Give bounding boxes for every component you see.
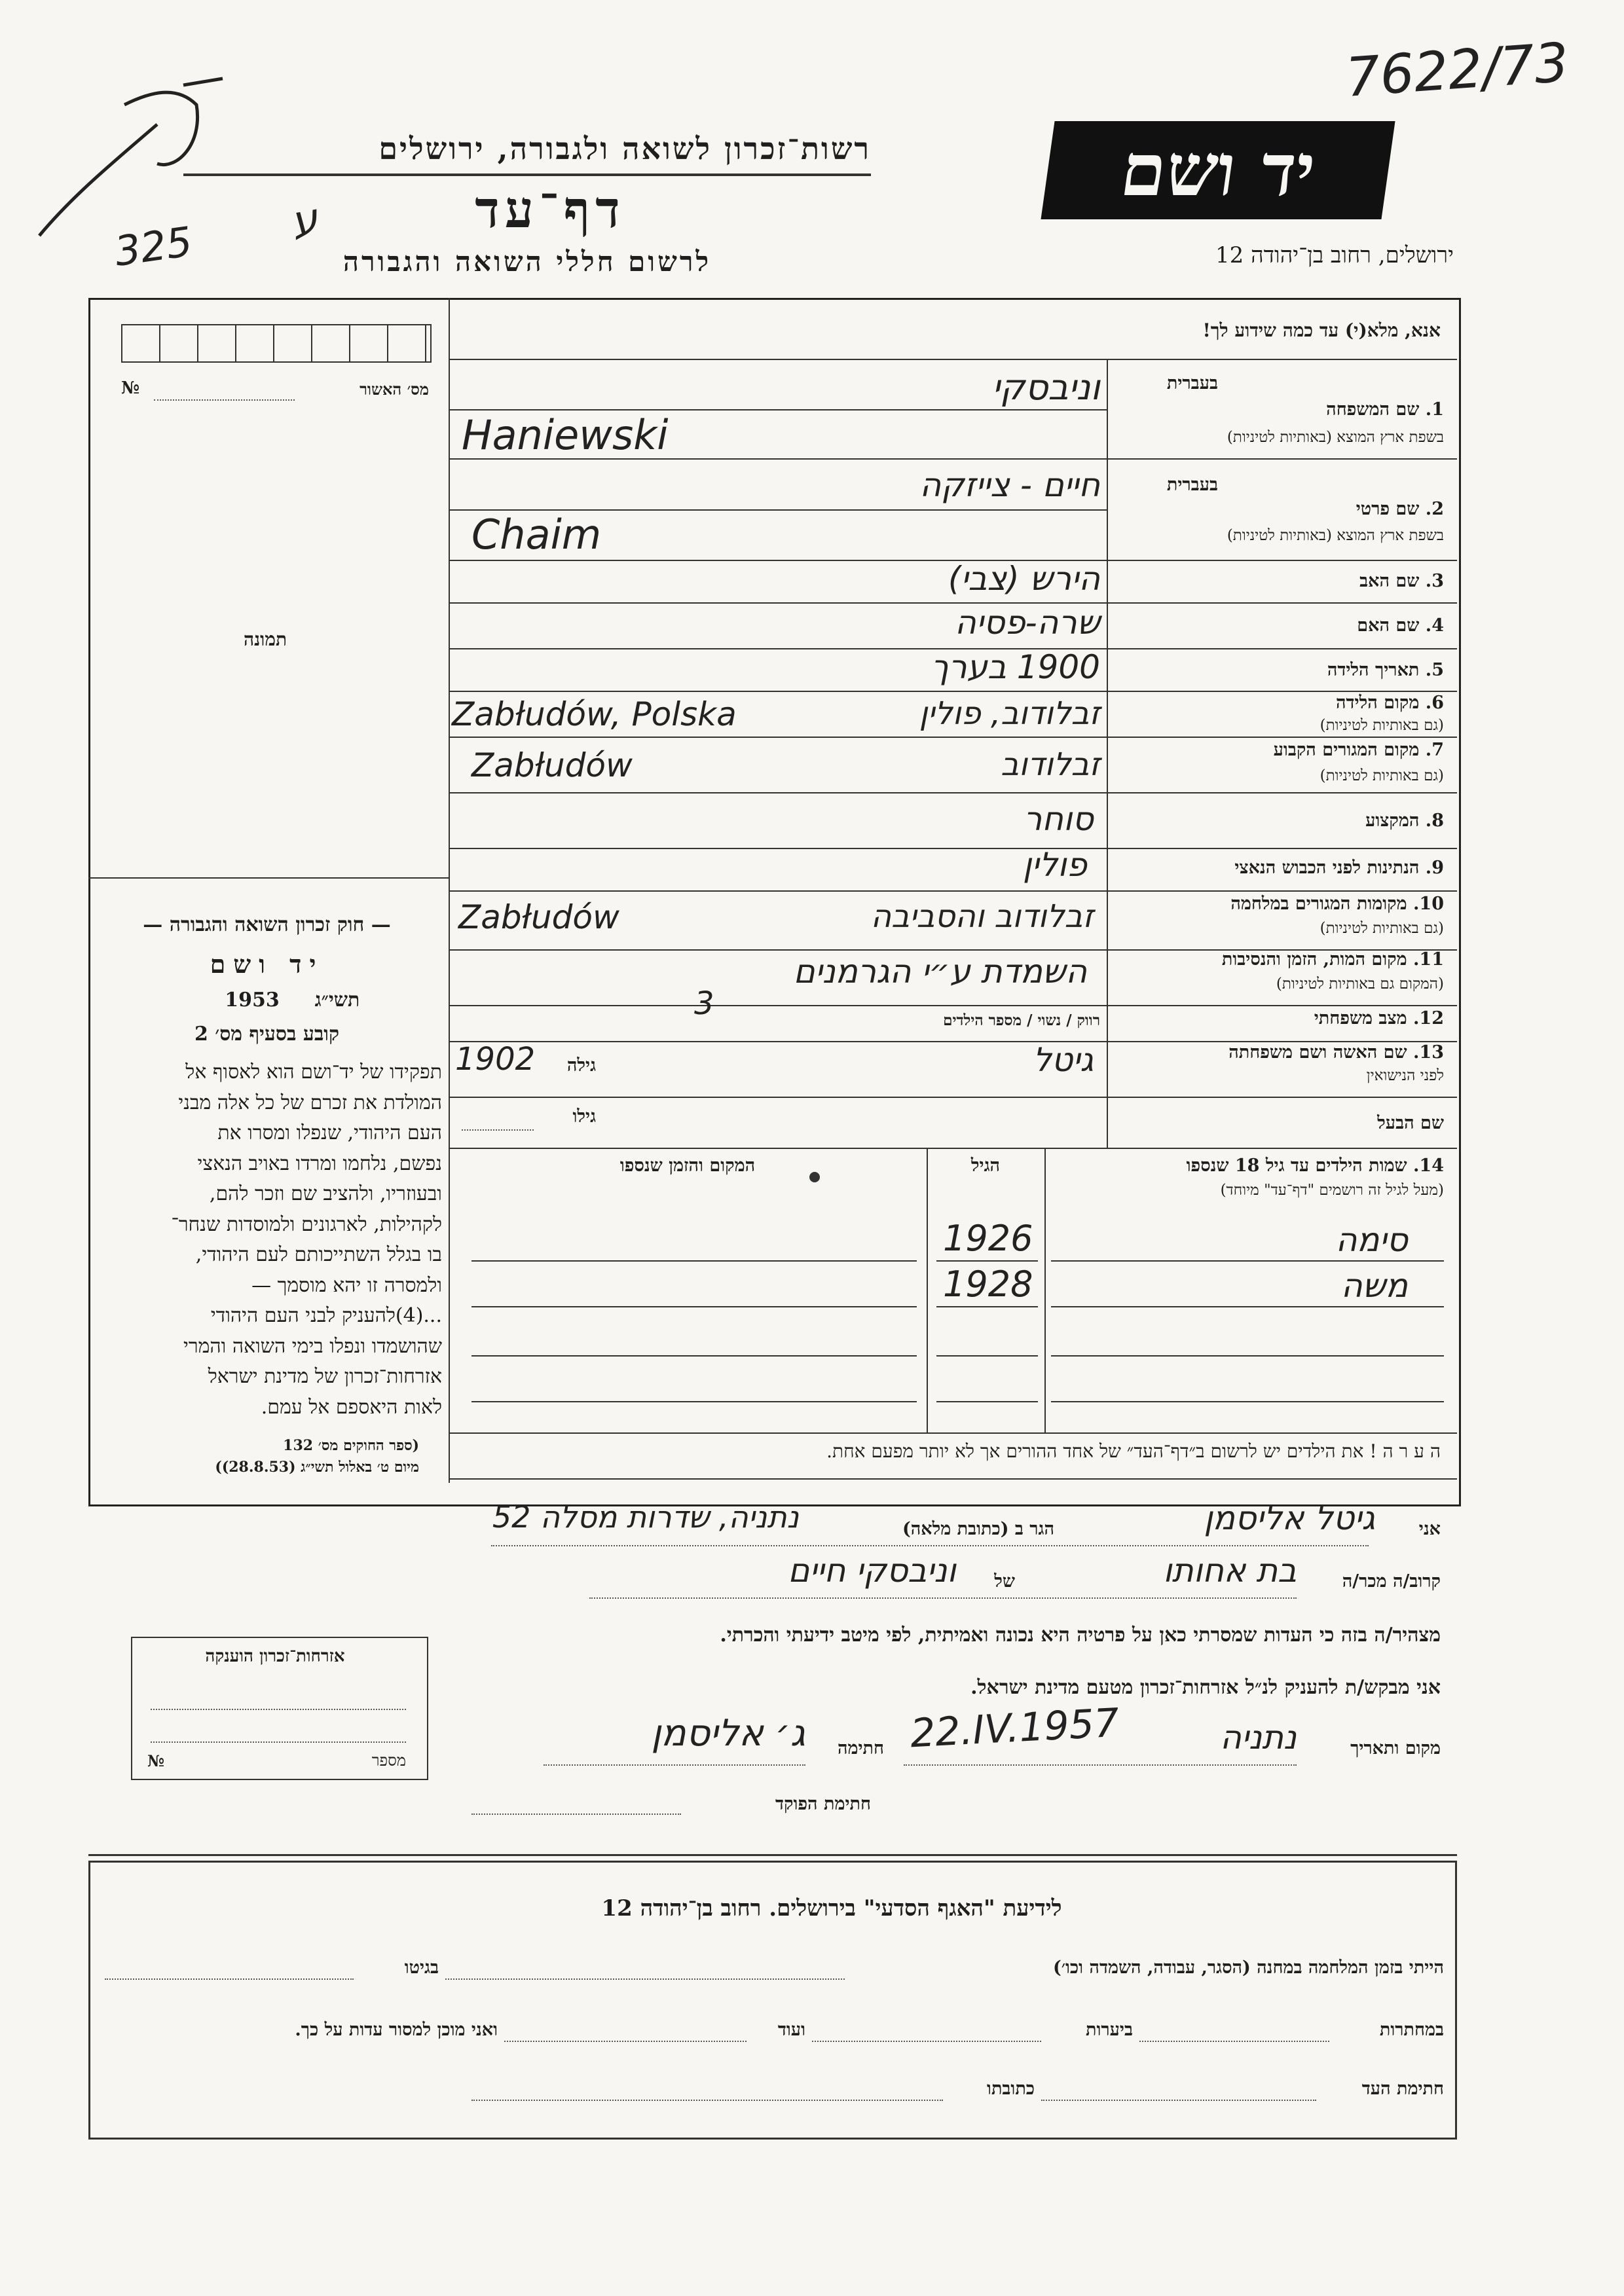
relation: בת אחותו xyxy=(1163,1552,1297,1590)
date: 22.IV.1957 xyxy=(909,1700,1120,1757)
field-13-num: 13. xyxy=(1413,1042,1444,1063)
father-name: הירש (צבי) xyxy=(948,560,1100,598)
field-5-num: 5. xyxy=(1425,660,1444,680)
field-2-num: 2. xyxy=(1425,499,1444,519)
field-9-title: הנתינות לפני הכבוש הנאצי xyxy=(1234,858,1420,878)
field-13-title: שם האשה ושם משפחתה xyxy=(1228,1042,1407,1063)
law-line: המולדת את זכרם של כל אלה מבני xyxy=(178,1091,442,1114)
child-age: 1928 xyxy=(943,1264,1033,1305)
field-7-num: 7. xyxy=(1425,740,1444,760)
field-2-title: שם פרטי xyxy=(1356,499,1420,519)
birth-date: 1900 בערך xyxy=(931,648,1100,686)
wife-age: 1902 xyxy=(455,1041,536,1078)
address: ירושלים, רחוב בן־יהודה 12 xyxy=(1215,242,1454,268)
camp-label: הייתי בזמן המלחמה במחנה (הסגר, עבודה, השמדה וכו׳) xyxy=(1053,1958,1444,1978)
field-1-lang: בעברית xyxy=(1166,373,1218,393)
husband-label: שם הבעל xyxy=(1377,1113,1444,1133)
relation-label: קרוב/ה מכר/ה xyxy=(1342,1571,1441,1592)
residence-hebrew: זבלודוב xyxy=(1001,746,1100,783)
request-text: אני מבקש/ת להעניק לנ״ל אזרחות־זכרון מטעם מדינת ישראל. xyxy=(970,1676,1441,1699)
field-5-title: תאריך הלידה xyxy=(1327,660,1420,680)
first-name-hebrew: חיים - צייזקה xyxy=(919,466,1100,504)
field-10-title: מקומות המגורים במלחמה xyxy=(1230,894,1407,914)
field-3-label xyxy=(1113,571,1444,591)
field-8-num: 8. xyxy=(1425,811,1444,831)
wife-name: גיטל xyxy=(1033,1041,1094,1079)
bottom-title: לידיעת "האגף הסדעי" בירושלים. רחוב בן־יהודה 12 xyxy=(601,1895,1062,1922)
first-name-latin: Chaim xyxy=(471,511,602,558)
field-6-label xyxy=(1113,693,1444,713)
law-clause: קובע בסעיף מס׳ 2 xyxy=(194,1023,340,1046)
field-4-label xyxy=(1113,615,1444,636)
law-line: העם היהודי, שנפלו ומסרו את xyxy=(217,1121,442,1144)
death-place: השמדת ע״י הגרמנים xyxy=(793,953,1087,991)
wife-age-label: גילה xyxy=(566,1055,596,1076)
field-1-sub: בשפת ארץ המוצא (באותיות לטיניות) xyxy=(1227,429,1444,446)
children-place-header: המקום והזמן שנספו xyxy=(619,1156,756,1176)
field-13-label xyxy=(1113,1042,1444,1063)
child-name: סימה xyxy=(1335,1221,1408,1259)
wartime-residence-latin: Zabłudów xyxy=(458,898,619,936)
register-symbol: № xyxy=(121,378,140,398)
field-7-title: מקום המגורים הקבוע xyxy=(1273,740,1420,760)
law-line: ולמסרה זו יהא מוסמך — xyxy=(251,1273,442,1297)
law-line: לאות היאספם אל עמם. xyxy=(261,1395,442,1419)
law-source-2: מיום ט׳ באלול תשי״ג (28.8.53)) xyxy=(215,1459,419,1476)
yad-vashem-logo xyxy=(1041,121,1395,219)
field-10-num: 10. xyxy=(1413,894,1444,914)
law-source: (ספר החוקים מס׳ 132 xyxy=(283,1437,419,1454)
husband-age-label: גילו xyxy=(572,1106,596,1127)
law-name: יד ושם xyxy=(210,949,324,979)
law-line: לקהילות, לארגונים ולמוסדות שנחר־ xyxy=(171,1212,442,1236)
field-11-num: 11. xyxy=(1413,949,1444,970)
register-boxes xyxy=(121,324,432,363)
field-10-sub: (גם באותיות לטיניות) xyxy=(1320,920,1444,937)
place-date-label: מקום ותאריך xyxy=(1350,1738,1441,1758)
circle-icon xyxy=(809,1172,820,1182)
law-text xyxy=(98,1057,442,1423)
children-header xyxy=(1051,1156,1444,1176)
of-label: של xyxy=(994,1571,1015,1592)
field-1-num: 1. xyxy=(1425,399,1444,420)
residence-latin: Zabłudów xyxy=(471,746,633,784)
children-sub: (מעל לגיל זה רושמים "דף־עד" מיוחד) xyxy=(1220,1182,1444,1199)
institution-name: רשות־זכרון לשואה ולגבורה, ירושלים xyxy=(378,131,871,166)
etc-label: ועוד xyxy=(777,2020,805,2040)
field-1-title: שם המשפחה xyxy=(1326,399,1420,420)
field-7-label xyxy=(1113,740,1444,760)
field-9-label xyxy=(1113,858,1444,878)
field-12-title: מצב משפחתי xyxy=(1314,1008,1407,1029)
wartime-residence-hebrew: זבלודוב והסביבה xyxy=(870,898,1094,935)
children-num: 14. xyxy=(1413,1156,1444,1176)
willing-testify-label: ואני מוכן למסור עדות על כך. xyxy=(295,2020,498,2040)
surname-latin: Haniewski xyxy=(462,411,669,459)
profession: סוחר xyxy=(1024,800,1094,838)
signature: ג׳ אליסמן xyxy=(651,1712,805,1755)
law-line: שהושמדו ונפלו בימי השואה והמרי xyxy=(183,1334,442,1358)
law-line: ...(4)להעניק לבני העם היהודי xyxy=(210,1304,442,1327)
birth-place-hebrew: זבלודוב, פולין xyxy=(919,695,1100,732)
field-8-label xyxy=(1113,811,1444,831)
law-line: בו בגלל השתייכותם לעם היהודי, xyxy=(195,1243,442,1266)
form-subtitle: לרשום חללי השואה והגבורה xyxy=(342,246,712,278)
instruction: אנא, מלא(י) עד כמה שידוע לך! xyxy=(1202,319,1441,341)
child-name: משה xyxy=(1340,1267,1408,1305)
field-11-title: מקום המות, הזמן והנסיבות xyxy=(1221,949,1407,970)
forests-label: ביערות xyxy=(1085,2020,1133,2040)
field-2-sub: בשפת ארץ המוצא (באותיות לטיניות) xyxy=(1227,527,1444,544)
declarant-address: נתניה, שדרות מסלה 52 xyxy=(492,1499,799,1535)
field-5-label xyxy=(1113,660,1444,680)
declarant-name: גיטל אליסמן xyxy=(1204,1499,1375,1537)
declaration-text: מצהיר/ה בזה כי העדות שמסרתי כאן על פרטיה היא נכונה ואמיתית, לפי מיטב ידיעתי והכרתי. xyxy=(720,1624,1441,1647)
ghetto-label: בגיטו xyxy=(404,1958,439,1978)
field-4-title: שם האם xyxy=(1357,615,1420,636)
relation-of-name: וניבסקי חיים xyxy=(788,1552,956,1590)
field-6-num: 6. xyxy=(1425,693,1444,713)
law-year: 1953 xyxy=(225,989,280,1011)
field-3-title: שם האב xyxy=(1359,571,1420,591)
form-title: דף־עד xyxy=(475,180,625,240)
children-note: ה ע ר ה ! את הילדים יש לרשום ב״דף־העד״ של אחד ההורים אך לא יותר מפעם אחת. xyxy=(826,1440,1441,1462)
field-12-label xyxy=(1113,1008,1444,1029)
law-title: — חוק זכרון השואה והגבורה — xyxy=(143,913,391,936)
field-12-num: 12. xyxy=(1413,1008,1444,1029)
stamp-number: 7622/73 xyxy=(1344,31,1571,109)
field-11-label xyxy=(1113,949,1444,970)
certificate-number-symbol: № xyxy=(147,1751,165,1770)
field-13-sub: לפני הנישואין xyxy=(1366,1067,1444,1084)
field-9-num: 9. xyxy=(1425,858,1444,878)
children-count: 3 xyxy=(694,985,714,1022)
register-label: מס׳ האשור xyxy=(360,380,429,399)
field-10-label xyxy=(1113,894,1444,914)
law-line: ובעוזריו, ולהציב שם וזכר להם, xyxy=(209,1182,442,1205)
place: נתניה xyxy=(1220,1719,1297,1757)
photo-label: תמונה xyxy=(243,629,287,650)
field-6-title: מקום הלידה xyxy=(1336,693,1420,713)
law-line: נפשם, נלחמו ומרדו באויב הנאצי xyxy=(197,1152,442,1175)
law-line: אזרחות־זכרון של מדינת ישראל xyxy=(208,1365,442,1388)
logo-text: יד ושם xyxy=(1115,128,1321,212)
underground-label: במחתרות xyxy=(1379,2020,1444,2040)
officer-signature-label: חתימת הפוקד xyxy=(775,1794,871,1814)
field-1-label xyxy=(1113,399,1444,420)
marital-options: רווק / נשוי / מספר הילדים xyxy=(943,1011,1100,1029)
field-2-lang: בעברית xyxy=(1166,475,1218,495)
nationality: פולין xyxy=(1022,846,1087,884)
children-title: שמות הילדים עד גיל 18 שנספו xyxy=(1186,1156,1407,1176)
signature-label: חתימה xyxy=(837,1738,884,1758)
handwritten-mark: 325 xyxy=(111,217,195,276)
certificate-title: אזרחות־זכרון הוענקה xyxy=(205,1647,345,1666)
law-line: תפקידו של יד־ושם הוא לאסוף אל xyxy=(185,1061,442,1084)
witness-address-label: כתובתו xyxy=(987,2079,1035,2099)
field-11-sub: (המקום גם באותיות לטיניות) xyxy=(1276,975,1444,993)
field-8-title: המקצוע xyxy=(1365,811,1420,831)
children-age-header: הגיל xyxy=(970,1156,1001,1176)
mother-name: שרה-פסיה xyxy=(955,604,1100,642)
birth-place-latin: Zabłudów, Polska xyxy=(452,695,737,733)
field-7-sub: (גם באותיות לטיניות) xyxy=(1320,767,1444,784)
field-2-label xyxy=(1113,499,1444,519)
field-6-sub: (גם באותיות לטיניות) xyxy=(1320,717,1444,734)
handwritten-mark-2: ע xyxy=(287,194,322,247)
law-year-he: תשי״ג xyxy=(314,989,360,1011)
field-4-num: 4. xyxy=(1425,615,1444,636)
address-label: הגר ב (כתובת מלאה) xyxy=(902,1519,1054,1539)
certificate-number-label: מספר xyxy=(371,1751,406,1770)
witness-signature-label: חתימת העד xyxy=(1361,2079,1444,2099)
field-3-num: 3. xyxy=(1425,571,1444,591)
declarant-i-label: אני xyxy=(1418,1519,1441,1539)
surname-hebrew: וניבסקי xyxy=(991,367,1100,408)
child-age: 1926 xyxy=(943,1218,1033,1259)
